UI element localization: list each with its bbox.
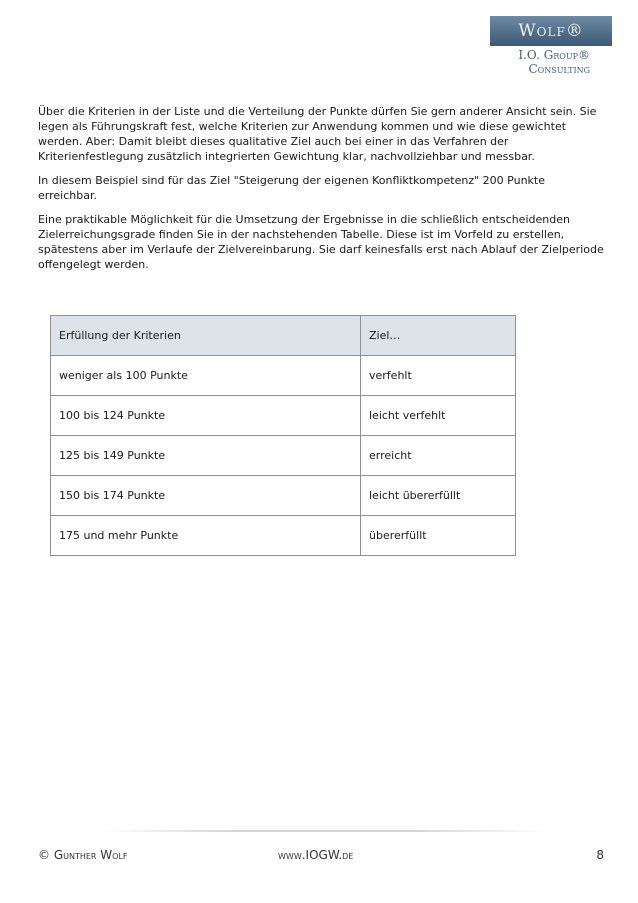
paragraph: Über die Kriterien in der Liste und die Verteilung der Punkte dürfen Sie gern anderer Ansicht sein. Sie legen als Führungskraft fest, welche Kriterien zur Anwendung kommen und wie diese gewichtet werden. Aber: Damit bleibt dieses qualitative Ziel auch bei einer in das Verfahren der Kriterienfestlegung zusätzlich integrierten Gewichtung klar, nachvollziehbar und messbar. xyxy=(38,105,597,163)
table-cell: 125 bis 149 Punkte xyxy=(51,436,361,476)
footer-divider xyxy=(100,830,550,832)
table-row xyxy=(51,356,516,396)
company-logo xyxy=(490,16,612,78)
table-row xyxy=(51,476,516,516)
footer-website[interactable]: www.IOGW.de xyxy=(278,848,354,862)
table-cell: verfehlt xyxy=(361,356,516,396)
table-cell: übererfüllt xyxy=(361,516,516,556)
table-cell: leicht verfehlt xyxy=(361,396,516,436)
table-row xyxy=(51,516,516,556)
page-number: 8 xyxy=(596,848,604,862)
logo-line-1: I.O. Group® xyxy=(518,48,590,62)
table-cell: 150 bis 174 Punkte xyxy=(51,476,361,516)
table-cell: weniger als 100 Punkte xyxy=(51,356,361,396)
table-cell: erreicht xyxy=(361,436,516,476)
table-cell: 175 und mehr Punkte xyxy=(51,516,361,556)
paragraph: Eine praktikable Möglichkeit für die Umsetzung der Ergebnisse in die schließlich entscheidenden Zielerreichungsgrade finden Sie in der nachstehenden Tabelle. Diese ist im Vorfeld zu erstellen, spätestens aber im Verlaufe der Zielvereinbarung. Sie darf keinesfalls erst nach Ablauf der Zielperiode offengelegt werden. xyxy=(38,213,604,271)
table-header-cell: Erfüllung der Kriterien xyxy=(51,316,361,356)
footer-author: © Gunther Wolf xyxy=(38,848,128,862)
table-row xyxy=(51,436,516,476)
table-cell: 100 bis 124 Punkte xyxy=(51,396,361,436)
body-text xyxy=(38,104,604,281)
logo-brand: Wolf® xyxy=(490,16,612,46)
table-header-cell: Ziel… xyxy=(361,316,516,356)
table-row xyxy=(51,396,516,436)
logo-line-2: Consulting xyxy=(528,62,590,76)
paragraph: In diesem Beispiel sind für das Ziel "Steigerung der eigenen Konfliktkompetenz" 200 Punkte erreichbar. xyxy=(38,174,545,202)
table-cell: leicht übererfüllt xyxy=(361,476,516,516)
table-header-row xyxy=(51,316,516,356)
criteria-table xyxy=(50,315,516,556)
